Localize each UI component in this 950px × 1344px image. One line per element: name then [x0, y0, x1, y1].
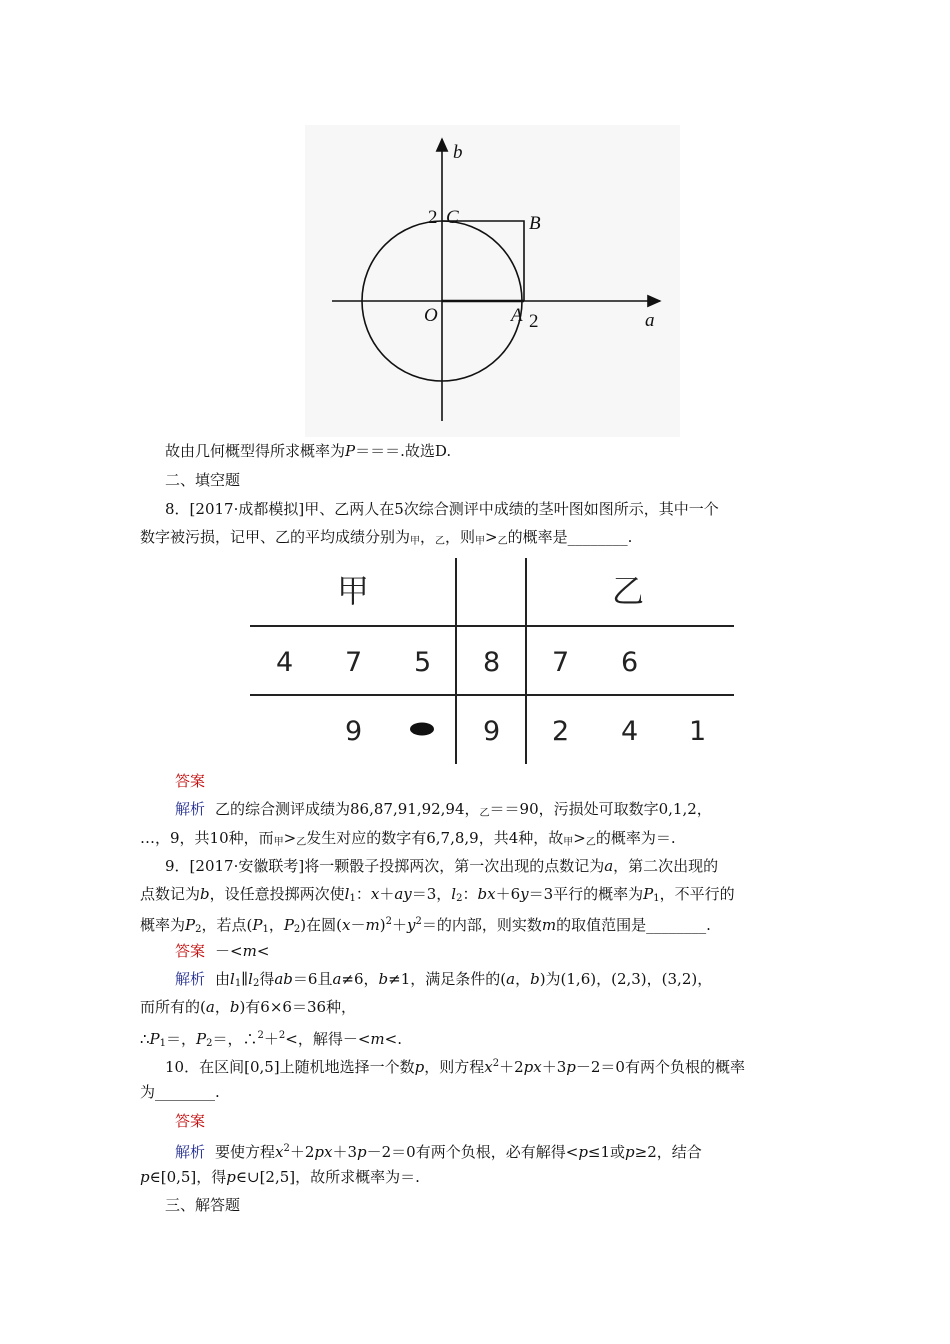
- q9-answer-blank: ________: [646, 916, 707, 934]
- conclusion-line: 故由几何概型得所求概率为P＝＝＝.故选D.: [165, 442, 452, 460]
- circle-axes-figure: [305, 125, 680, 437]
- section-3-heading: 三、解答题: [165, 1196, 241, 1214]
- a8-answer-label: 答案: [175, 772, 206, 790]
- yi-leaf: 2: [552, 716, 570, 747]
- axis-a-label: a: [645, 310, 655, 331]
- jia-leaf: 4: [276, 647, 294, 678]
- q9-line2: 点数记为b，设任意投掷两次使$l_1$：x＋ay＝3，$l_2$：bx＋6y＝3平行的概率为$P_1$，不平行的: [140, 885, 735, 904]
- q8-answer-blank: ________: [567, 528, 628, 546]
- stem-value: 9: [483, 716, 501, 747]
- a9-analysis-line2: 而所有的(a，b)有6×6＝36种，: [140, 998, 357, 1016]
- analysis-label: 解析: [175, 1143, 206, 1161]
- q10-line1: 10．在区间[0,5]上随机地选择一个数p，则方程$x^2+2px+3p-2=0$有两个负根的概率: [165, 1058, 745, 1076]
- stem-value: 8: [483, 647, 501, 678]
- a10-analysis-line2: p∈[0,5]，得p∈∪[2,5]，故所求概率为＝.: [140, 1168, 420, 1186]
- a8-analysis-line1: 解析 乙的综合测评成绩为86,87,91,92,94，$_乙$＝＝90，污损处可取数字0,1,2，: [175, 800, 712, 819]
- q10-line2: 为________.: [140, 1083, 220, 1101]
- q8-line2: 数字被污损，记甲、乙的平均成绩分别为$_甲$，$_乙$，则$_甲>_乙$的概率是________.: [140, 528, 633, 547]
- tick-2-a: 2: [529, 311, 539, 332]
- analysis-label: 解析: [175, 800, 206, 818]
- q10-answer-blank: ________: [155, 1083, 216, 1101]
- q9-line3: 概率为$P_2$，若点($P_1$，$P_2$)在圆$(x-m)^2+y^2=$的内部，则实数m的取值范围是________.: [140, 916, 711, 935]
- a9-answer-line: 答案 －<m<: [175, 942, 270, 960]
- header-jia: 甲: [337, 572, 370, 610]
- smudged-digit: [410, 723, 434, 736]
- answer-label: 答案: [175, 942, 206, 960]
- tick-2-b: 2: [428, 207, 438, 228]
- a8-analysis-line2: …，9，共10种，而$_甲>_乙$发生对应的数字有6,7,8,9，共4种，故$_甲>_乙$的概率为＝.: [140, 829, 676, 848]
- yi-leaf: 4: [621, 716, 639, 747]
- a10-answer-label: 答案: [175, 1112, 206, 1130]
- q8-line1: 8．[2017·成都模拟]甲、乙两人在5次综合测评中成绩的茎叶图如图所示，其中一个: [165, 500, 719, 518]
- axis-b-label: b: [453, 142, 463, 163]
- yi-leaf: 7: [552, 647, 570, 678]
- a9-analysis-line3: $\therefore P_1=$，$P_2=$，∴$^2$＋$^2$<，解得－<m<.: [140, 1030, 402, 1049]
- jia-leaf: 7: [345, 647, 363, 678]
- yi-leaf: 1: [689, 716, 707, 747]
- q9-line1: 9．[2017·安徽联考]将一颗骰子投掷两次，第一次出现的点数记为a，第二次出现的: [165, 857, 719, 875]
- a10-analysis-line1: 解析 要使方程$x^2+2px+3p-2=0$有两个负根，必有解得<p≤1或p≥2，结合: [175, 1143, 702, 1161]
- point-b-label: B: [529, 213, 541, 234]
- jia-leaf: 9: [345, 716, 363, 747]
- origin-label: O: [424, 305, 438, 326]
- header-yi: 乙: [612, 572, 645, 610]
- point-c-label: C: [446, 207, 459, 228]
- analysis-label: 解析: [175, 970, 206, 988]
- point-a-label: A: [511, 305, 523, 326]
- yi-leaf: 6: [621, 647, 639, 678]
- a9-analysis-line1: 解析 由$l_1\parallel l_2$得ab＝6且a≠6，b≠1，满足条件的(a，b)为(1,6)，(2,3)，(3,2)，: [175, 970, 713, 989]
- stem-leaf-plot: [248, 556, 738, 766]
- section-2-heading: 二、填空题: [165, 471, 241, 489]
- jia-leaf: 5: [414, 647, 432, 678]
